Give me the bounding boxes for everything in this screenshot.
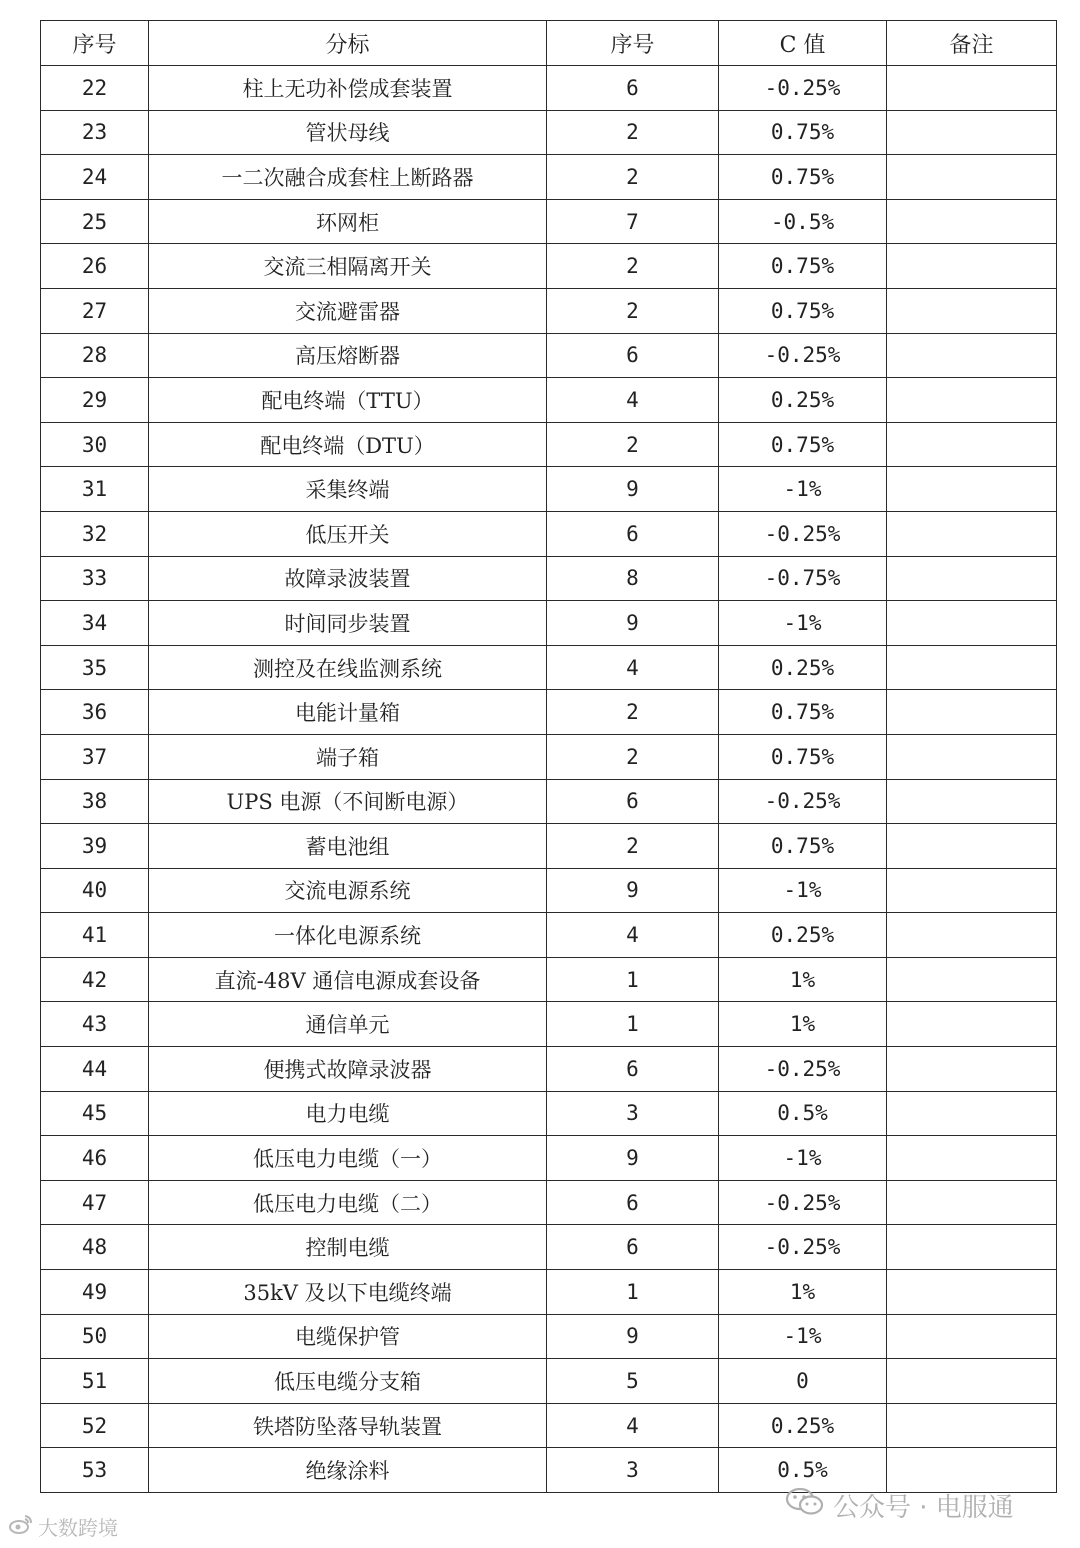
header-c-value: C 值 <box>719 21 887 66</box>
cell-remarks <box>887 288 1057 333</box>
cell-index: 34 <box>41 601 149 646</box>
cell-remarks <box>887 511 1057 556</box>
cell-lot-number: 2 <box>547 690 719 735</box>
cell-lot-number: 4 <box>547 645 719 690</box>
table-row <box>41 601 1057 646</box>
cell-index: 24 <box>41 155 149 200</box>
cell-c-value: -0.25% <box>719 333 887 378</box>
cell-lot-number: 2 <box>547 110 719 155</box>
cell-remarks <box>887 645 1057 690</box>
cell-lot-name: 交流三相隔离开关 <box>149 244 547 289</box>
table-row <box>41 1136 1057 1181</box>
cell-index: 47 <box>41 1180 149 1225</box>
cell-c-value: -0.25% <box>719 1180 887 1225</box>
table-row <box>41 66 1057 111</box>
cell-index: 33 <box>41 556 149 601</box>
cell-lot-number: 3 <box>547 1448 719 1493</box>
cell-remarks <box>887 1180 1057 1225</box>
cell-c-value: -0.25% <box>719 511 887 556</box>
table-row <box>41 779 1057 824</box>
table-row <box>41 1047 1057 1092</box>
cell-lot-number: 6 <box>547 333 719 378</box>
cell-lot-name: 绝缘涂料 <box>149 1448 547 1493</box>
cell-lot-name: 电能计量箱 <box>149 690 547 735</box>
cell-lot-name: 控制电缆 <box>149 1225 547 1270</box>
cell-remarks <box>887 155 1057 200</box>
cell-c-value: -1% <box>719 1136 887 1181</box>
cell-lot-number: 6 <box>547 1180 719 1225</box>
cell-index: 32 <box>41 511 149 556</box>
watermark-left-text: 大数跨境 <box>38 1516 118 1540</box>
table-row <box>41 1359 1057 1404</box>
bid-c-value-table <box>40 20 1057 1493</box>
cell-lot-number: 2 <box>547 734 719 779</box>
cell-lot-number: 6 <box>547 66 719 111</box>
table-row <box>41 155 1057 200</box>
cell-index: 38 <box>41 779 149 824</box>
cell-index: 41 <box>41 913 149 958</box>
table-row <box>41 378 1057 423</box>
cell-c-value: -1% <box>719 1314 887 1359</box>
cell-remarks <box>887 333 1057 378</box>
cell-c-value: 0.25% <box>719 645 887 690</box>
header-lot: 分标 <box>149 21 547 66</box>
cell-index: 22 <box>41 66 149 111</box>
cell-c-value: 1% <box>719 1270 887 1315</box>
cell-remarks <box>887 66 1057 111</box>
cell-index: 50 <box>41 1314 149 1359</box>
table-body <box>41 66 1057 1493</box>
cell-index: 44 <box>41 1047 149 1092</box>
cell-lot-name: 交流避雷器 <box>149 288 547 333</box>
cell-lot-name: 低压电力电缆（二） <box>149 1180 547 1225</box>
cell-lot-name: 便携式故障录波器 <box>149 1047 547 1092</box>
cell-lot-name: 交流电源系统 <box>149 868 547 913</box>
cell-lot-number: 6 <box>547 511 719 556</box>
table-row <box>41 645 1057 690</box>
cell-index: 49 <box>41 1270 149 1315</box>
cell-lot-name: 环网柜 <box>149 199 547 244</box>
cell-remarks <box>887 957 1057 1002</box>
cell-lot-number: 9 <box>547 868 719 913</box>
cell-lot-name: 一体化电源系统 <box>149 913 547 958</box>
table-row <box>41 1091 1057 1136</box>
cell-index: 43 <box>41 1002 149 1047</box>
cell-lot-name: 测控及在线监测系统 <box>149 645 547 690</box>
cell-index: 45 <box>41 1091 149 1136</box>
cell-c-value: -0.25% <box>719 1047 887 1092</box>
cell-index: 27 <box>41 288 149 333</box>
header-remarks: 备注 <box>887 21 1057 66</box>
cell-c-value: -0.25% <box>719 779 887 824</box>
cell-c-value: -0.75% <box>719 556 887 601</box>
cell-lot-name: 柱上无功补偿成套装置 <box>149 66 547 111</box>
table-row <box>41 1002 1057 1047</box>
cell-lot-number: 6 <box>547 1047 719 1092</box>
cell-remarks <box>887 734 1057 779</box>
cell-lot-number: 5 <box>547 1359 719 1404</box>
table-row <box>41 957 1057 1002</box>
cell-index: 31 <box>41 467 149 512</box>
weibo-like-icon <box>8 1513 34 1540</box>
watermark-right <box>785 1486 1014 1525</box>
cell-index: 53 <box>41 1448 149 1493</box>
cell-index: 26 <box>41 244 149 289</box>
cell-c-value: 0.25% <box>719 1403 887 1448</box>
wechat-icon <box>785 1486 825 1525</box>
cell-c-value: 0 <box>719 1359 887 1404</box>
cell-index: 39 <box>41 824 149 869</box>
cell-c-value: 1% <box>719 1002 887 1047</box>
cell-lot-number: 3 <box>547 1091 719 1136</box>
table-row <box>41 690 1057 735</box>
cell-remarks <box>887 110 1057 155</box>
cell-remarks <box>887 1314 1057 1359</box>
cell-lot-number: 7 <box>547 199 719 244</box>
cell-c-value: 0.75% <box>719 690 887 735</box>
table-row <box>41 333 1057 378</box>
cell-lot-number: 1 <box>547 957 719 1002</box>
cell-index: 52 <box>41 1403 149 1448</box>
cell-c-value: -1% <box>719 868 887 913</box>
cell-remarks <box>887 824 1057 869</box>
cell-lot-name: UPS 电源（不间断电源） <box>149 779 547 824</box>
cell-c-value: 0.75% <box>719 734 887 779</box>
cell-index: 46 <box>41 1136 149 1181</box>
cell-lot-number: 4 <box>547 1403 719 1448</box>
cell-remarks <box>887 244 1057 289</box>
cell-remarks <box>887 1270 1057 1315</box>
cell-lot-number: 1 <box>547 1270 719 1315</box>
cell-lot-number: 6 <box>547 1225 719 1270</box>
cell-lot-name: 配电终端（DTU） <box>149 422 547 467</box>
header-index-2: 序号 <box>547 21 719 66</box>
cell-remarks <box>887 1359 1057 1404</box>
table-row <box>41 199 1057 244</box>
cell-remarks <box>887 467 1057 512</box>
watermark-left <box>8 1512 118 1541</box>
cell-remarks <box>887 690 1057 735</box>
table-row <box>41 511 1057 556</box>
cell-lot-number: 6 <box>547 779 719 824</box>
cell-lot-number: 2 <box>547 244 719 289</box>
cell-remarks <box>887 913 1057 958</box>
cell-remarks <box>887 868 1057 913</box>
cell-c-value: 0.75% <box>719 824 887 869</box>
cell-lot-name: 故障录波装置 <box>149 556 547 601</box>
cell-remarks <box>887 1225 1057 1270</box>
cell-c-value: 0.25% <box>719 913 887 958</box>
table-row <box>41 1270 1057 1315</box>
table-row <box>41 868 1057 913</box>
cell-lot-number: 1 <box>547 1002 719 1047</box>
cell-lot-number: 2 <box>547 422 719 467</box>
cell-remarks <box>887 601 1057 646</box>
header-index: 序号 <box>41 21 149 66</box>
cell-index: 23 <box>41 110 149 155</box>
cell-lot-name: 采集终端 <box>149 467 547 512</box>
cell-lot-name: 35kV 及以下电缆终端 <box>149 1270 547 1315</box>
cell-remarks <box>887 199 1057 244</box>
cell-remarks <box>887 1136 1057 1181</box>
cell-lot-name: 端子箱 <box>149 734 547 779</box>
cell-lot-name: 一二次融合成套柱上断路器 <box>149 155 547 200</box>
cell-index: 42 <box>41 957 149 1002</box>
cell-lot-number: 4 <box>547 378 719 423</box>
cell-lot-name: 电缆保护管 <box>149 1314 547 1359</box>
cell-lot-number: 8 <box>547 556 719 601</box>
table-row <box>41 1314 1057 1359</box>
cell-index: 35 <box>41 645 149 690</box>
table-row <box>41 1403 1057 1448</box>
cell-c-value: 0.75% <box>719 422 887 467</box>
table-row <box>41 734 1057 779</box>
cell-c-value: -0.25% <box>719 66 887 111</box>
cell-lot-name: 配电终端（TTU） <box>149 378 547 423</box>
cell-c-value: 0.5% <box>719 1448 887 1493</box>
cell-c-value: 0.75% <box>719 110 887 155</box>
table-row <box>41 913 1057 958</box>
cell-c-value: 0.75% <box>719 288 887 333</box>
cell-remarks <box>887 1047 1057 1092</box>
cell-remarks <box>887 1091 1057 1136</box>
cell-index: 37 <box>41 734 149 779</box>
cell-lot-number: 9 <box>547 601 719 646</box>
table-row <box>41 467 1057 512</box>
cell-remarks <box>887 556 1057 601</box>
cell-c-value: -0.25% <box>719 1225 887 1270</box>
cell-lot-number: 9 <box>547 1136 719 1181</box>
table-row <box>41 1180 1057 1225</box>
cell-index: 30 <box>41 422 149 467</box>
cell-index: 36 <box>41 690 149 735</box>
table-row <box>41 288 1057 333</box>
table-row <box>41 1225 1057 1270</box>
cell-lot-name: 电力电缆 <box>149 1091 547 1136</box>
cell-lot-name: 蓄电池组 <box>149 824 547 869</box>
cell-remarks <box>887 1403 1057 1448</box>
watermark-right-text: 公众号 · 电服通 <box>833 1493 1014 1523</box>
cell-index: 51 <box>41 1359 149 1404</box>
cell-lot-name: 低压开关 <box>149 511 547 556</box>
cell-lot-number: 9 <box>547 1314 719 1359</box>
cell-lot-number: 2 <box>547 155 719 200</box>
cell-index: 29 <box>41 378 149 423</box>
cell-lot-name: 直流-48V 通信电源成套设备 <box>149 957 547 1002</box>
cell-remarks <box>887 422 1057 467</box>
cell-remarks <box>887 378 1057 423</box>
cell-c-value: -0.5% <box>719 199 887 244</box>
cell-c-value: 0.25% <box>719 378 887 423</box>
cell-lot-name: 低压电缆分支箱 <box>149 1359 547 1404</box>
cell-index: 25 <box>41 199 149 244</box>
cell-lot-name: 高压熔断器 <box>149 333 547 378</box>
cell-lot-number: 9 <box>547 467 719 512</box>
table-row <box>41 110 1057 155</box>
cell-index: 40 <box>41 868 149 913</box>
cell-lot-number: 2 <box>547 288 719 333</box>
cell-lot-name: 铁塔防坠落导轨装置 <box>149 1403 547 1448</box>
table-row <box>41 244 1057 289</box>
cell-lot-name: 管状母线 <box>149 110 547 155</box>
table-row <box>41 422 1057 467</box>
cell-c-value: 0.75% <box>719 244 887 289</box>
cell-c-value: -1% <box>719 601 887 646</box>
cell-remarks <box>887 1002 1057 1047</box>
cell-lot-number: 4 <box>547 913 719 958</box>
table-header-row <box>41 21 1057 66</box>
cell-index: 48 <box>41 1225 149 1270</box>
cell-lot-number: 2 <box>547 824 719 869</box>
cell-lot-name: 时间同步装置 <box>149 601 547 646</box>
table-row <box>41 824 1057 869</box>
cell-remarks <box>887 779 1057 824</box>
cell-lot-name: 通信单元 <box>149 1002 547 1047</box>
cell-c-value: 1% <box>719 957 887 1002</box>
cell-c-value: 0.5% <box>719 1091 887 1136</box>
cell-index: 28 <box>41 333 149 378</box>
table-row <box>41 556 1057 601</box>
cell-c-value: -1% <box>719 467 887 512</box>
cell-c-value: 0.75% <box>719 155 887 200</box>
cell-lot-name: 低压电力电缆（一） <box>149 1136 547 1181</box>
